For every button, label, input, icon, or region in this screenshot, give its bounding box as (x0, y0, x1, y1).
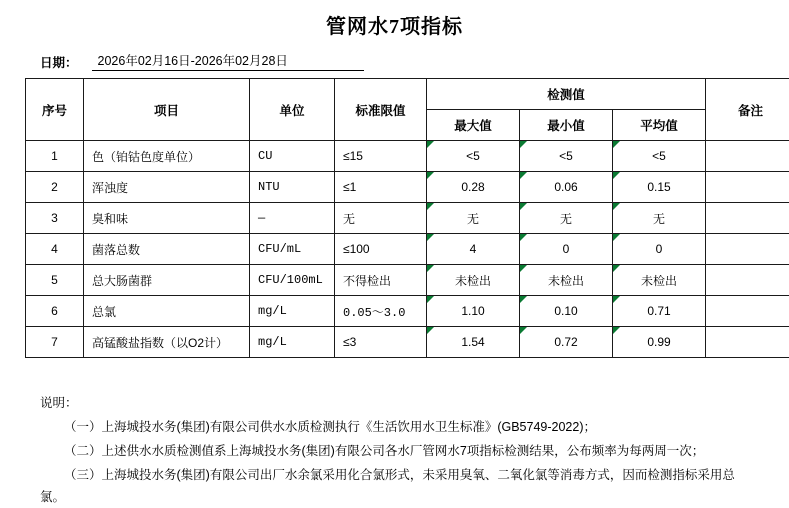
cell-avg: 0.71 (613, 296, 706, 327)
cell-remark (706, 234, 789, 265)
th-max: 最大值 (427, 110, 520, 141)
cell-item: 总氯 (84, 296, 250, 327)
cell-avg: <5 (613, 141, 706, 172)
cell-avg: 未检出 (613, 265, 706, 296)
th-item: 项目 (84, 79, 250, 141)
note-line: （一）上海城投水务(集团)有限公司供水水质检测执行《生活饮用水卫生标准》(GB5749-2022)； (40, 416, 750, 438)
cell-avg: 无 (613, 203, 706, 234)
cell-remark (706, 265, 789, 296)
cell-limit: ≤1 (335, 172, 427, 203)
th-min: 最小值 (520, 110, 613, 141)
cell-limit: 0.05～3.0 (335, 296, 427, 327)
cell-unit: CFU/mL (250, 234, 335, 265)
cell-max: <5 (427, 141, 520, 172)
cell-item: 高锰酸盐指数（以O2计） (84, 327, 250, 358)
table-row (26, 203, 789, 234)
cell-avg: 0.15 (613, 172, 706, 203)
table-row (26, 296, 789, 327)
table-row (26, 234, 789, 265)
cell-unit: CU (250, 141, 335, 172)
cell-index: 7 (26, 327, 84, 358)
cell-remark (706, 172, 789, 203)
page-title: 管网水7项指标 (0, 10, 789, 39)
cell-max: 0.28 (427, 172, 520, 203)
note-line: （三）上海城投水务(集团)有限公司出厂水余氯采用化合氯形式，未采用臭氧、二氧化氯等消毒方式，因而检测指标采用总氯。 (40, 464, 750, 508)
cell-limit: 无 (335, 203, 427, 234)
cell-index: 2 (26, 172, 84, 203)
report-page (0, 10, 789, 506)
cell-item: 菌落总数 (84, 234, 250, 265)
date-value: 2026年02月16日-2026年02月28日 (92, 54, 364, 71)
cell-min: 无 (520, 203, 613, 234)
cell-max: 1.10 (427, 296, 520, 327)
cell-unit: CFU/100mL (250, 265, 335, 296)
table-row (26, 265, 789, 296)
notes-title: 说明： (40, 392, 750, 414)
cell-max: 无 (427, 203, 520, 234)
cell-avg: 0 (613, 234, 706, 265)
cell-remark (706, 327, 789, 358)
th-unit: 单位 (250, 79, 335, 141)
cell-min: 未检出 (520, 265, 613, 296)
cell-min: 0.10 (520, 296, 613, 327)
water-quality-table (25, 78, 789, 358)
date-row (40, 53, 789, 71)
cell-item: 色（铂钴色度单位） (84, 141, 250, 172)
cell-min: 0.06 (520, 172, 613, 203)
cell-remark (706, 203, 789, 234)
cell-item: 总大肠菌群 (84, 265, 250, 296)
cell-unit: — (250, 203, 335, 234)
cell-index: 6 (26, 296, 84, 327)
cell-limit: ≤100 (335, 234, 427, 265)
note-line: （二）上述供水水质检测值系上海城投水务(集团)有限公司各水厂管网水7项指标检测结果，公布频率为每两周一次； (40, 440, 750, 462)
cell-max: 1.54 (427, 327, 520, 358)
cell-remark (706, 296, 789, 327)
cell-limit: 不得检出 (335, 265, 427, 296)
cell-max: 未检出 (427, 265, 520, 296)
cell-min: <5 (520, 141, 613, 172)
cell-unit: NTU (250, 172, 335, 203)
cell-limit: ≤15 (335, 141, 427, 172)
cell-avg: 0.99 (613, 327, 706, 358)
cell-index: 4 (26, 234, 84, 265)
cell-remark (706, 141, 789, 172)
date-label: 日期： (40, 53, 78, 71)
cell-min: 0.72 (520, 327, 613, 358)
cell-unit: mg/L (250, 327, 335, 358)
cell-min: 0 (520, 234, 613, 265)
cell-index: 5 (26, 265, 84, 296)
cell-index: 3 (26, 203, 84, 234)
th-avg: 平均值 (613, 110, 706, 141)
th-index: 序号 (26, 79, 84, 141)
table-header-row-1 (26, 79, 789, 110)
table-row (26, 141, 789, 172)
cell-unit: mg/L (250, 296, 335, 327)
cell-index: 1 (26, 141, 84, 172)
cell-limit: ≤3 (335, 327, 427, 358)
cell-max: 4 (427, 234, 520, 265)
table-row (26, 327, 789, 358)
cell-item: 臭和味 (84, 203, 250, 234)
th-remark: 备注 (706, 79, 789, 141)
notes-section (40, 392, 750, 508)
th-detected: 检测值 (427, 79, 706, 110)
table-row (26, 172, 789, 203)
th-limit: 标准限值 (335, 79, 427, 141)
cell-item: 浑浊度 (84, 172, 250, 203)
